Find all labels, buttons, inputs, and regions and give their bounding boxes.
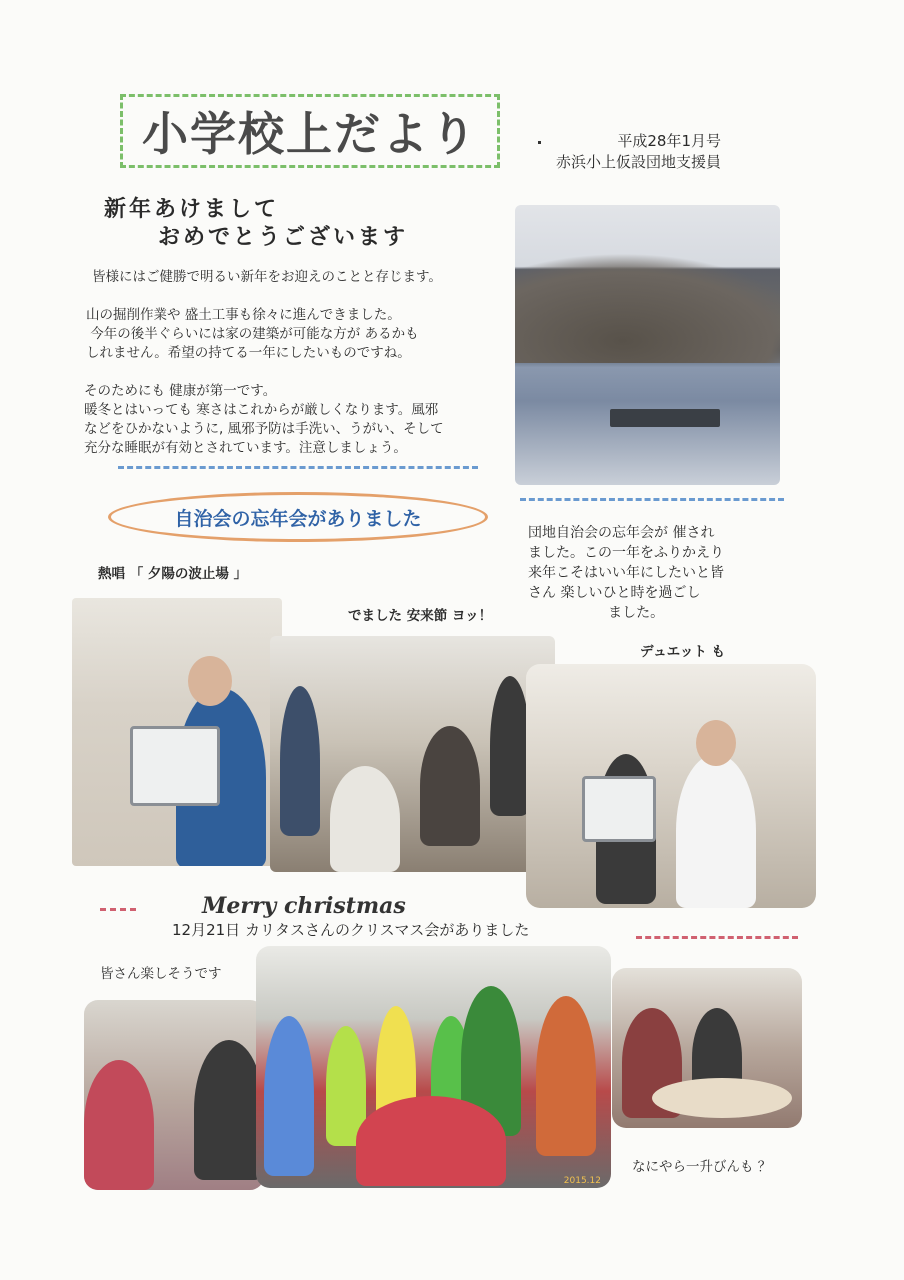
duet-photo bbox=[526, 664, 816, 908]
construction-site-photo bbox=[515, 205, 780, 485]
xmas-divider-left bbox=[100, 908, 136, 911]
intro-paragraph-2: 山の掘削作業や 盛土工事も徐々に進んできました。 今年の後半ぐらいには家の建築が可能な方が あるかも しれません。希望の持てる一年にしたいものですね。 bbox=[86, 307, 419, 361]
party-group-photo bbox=[256, 946, 611, 1188]
issue-info bbox=[556, 131, 721, 173]
caption-duet: デュエット も bbox=[640, 644, 726, 660]
greeting-line-2: おめでとうございます bbox=[158, 224, 409, 250]
section-divider bbox=[118, 466, 478, 469]
caption-singing: 熱唱 「 夕陽の波止場 」 bbox=[98, 566, 248, 582]
photo-date-stamp: 2015.12 bbox=[563, 1176, 601, 1186]
greeting-line-1: 新年あけまして bbox=[104, 196, 280, 222]
caption-having-fun: 皆さん楽しそうです bbox=[100, 966, 222, 982]
caption-sake-bottle: なにやら一升びんも ？ bbox=[632, 1159, 772, 1175]
party-photo-left bbox=[84, 1000, 264, 1190]
bonenkai-heading: 自治会の忘年会がありました bbox=[174, 507, 422, 530]
bonenkai-description: 団地自治会の忘年会が 催され ました。この一年をふりかえり 来年こそはいい年にしたいと皆 さん 楽しいひと時を過ごし ました。 bbox=[528, 525, 724, 621]
christmas-subtitle: 12月21日 カリタスさんのクリスマス会がありました bbox=[172, 921, 530, 939]
bonenkai-heading-oval bbox=[108, 492, 488, 542]
christmas-title: Merry christmas bbox=[202, 893, 406, 919]
newsletter-title-box bbox=[120, 94, 500, 168]
issue-date: 平成28年1月号 bbox=[617, 132, 722, 150]
intro-paragraph-1: 皆様にはご健勝で明るい新年をお迎えのことと存じます。 bbox=[92, 269, 442, 285]
issuer: 赤浜小上仮設団地支援員 bbox=[556, 153, 722, 171]
newsletter-title: 小学校上だより bbox=[142, 107, 478, 161]
section-divider-right bbox=[520, 498, 784, 501]
singing-photo bbox=[72, 598, 282, 866]
caption-dance: でました 安来節 ヨッ！ bbox=[348, 608, 493, 624]
xmas-divider-right bbox=[636, 936, 798, 939]
intro-paragraph-3: そのためにも 健康が第一です。 暖冬とはいっても 寒さはこれからが厳しくなります。風邪 などをひかないように, 風邪予防は手洗い、うがい、そして 充分な睡眠が有効とされています。注意しましょう。 bbox=[84, 383, 444, 456]
dance-photo bbox=[270, 636, 555, 872]
party-photo-right bbox=[612, 968, 802, 1128]
